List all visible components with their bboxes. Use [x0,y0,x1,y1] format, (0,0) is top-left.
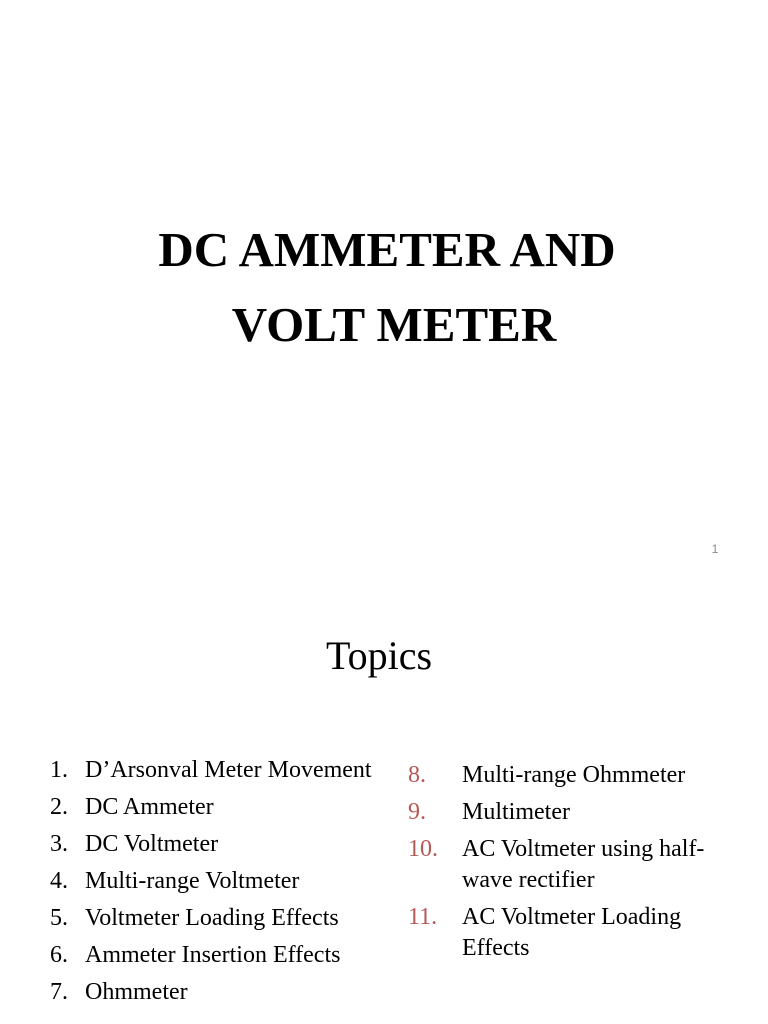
topic-text: DC Voltmeter [85,831,219,857]
topic-item [50,903,380,934]
slide-title-line-1: DC AMMETER AND [158,222,616,277]
topic-item [50,792,380,823]
topic-number: 5. [50,905,68,931]
slide-page-number: 1 [711,542,719,556]
topic-text: Ohmmeter [85,979,188,1005]
topic-number: 7. [50,979,68,1005]
topic-item [408,902,738,964]
topic-text: Multimeter [462,799,570,825]
topic-item [408,760,738,791]
topic-number: 2. [50,794,68,820]
topic-item [408,797,738,828]
topic-text: Multi-range Ohmmeter [462,762,686,788]
topic-text: DC Ammeter [85,794,214,820]
topic-text: Voltmeter Loading Effects [85,905,339,931]
topic-text: D’Arsonval Meter Movement [85,757,372,783]
topic-item [50,940,380,971]
topics-heading: Topics [325,633,433,678]
slide-title-line-2: VOLT METER [231,297,557,352]
topic-number: 8. [408,762,426,788]
topic-number: 1. [50,757,68,783]
topic-number: 10. [408,836,438,862]
topic-number: 3. [50,831,68,857]
topic-text: AC Voltmeter Loading Effects [462,904,682,961]
topic-text: Ammeter Insertion Effects [85,942,341,968]
topic-number: 4. [50,868,68,894]
topic-number: 9. [408,799,426,825]
topic-text: Multi-range Voltmeter [85,868,300,894]
topic-text: AC Voltmeter using half-wave rectifier [462,836,705,893]
topic-number: 11. [408,904,438,930]
topic-item [408,834,738,896]
topics-list-left [50,755,380,1014]
topics-list-right [408,760,738,970]
topic-item [50,755,380,786]
topic-item [50,866,380,897]
topics-slide [0,575,768,1024]
topic-number: 6. [50,942,68,968]
topic-item [50,977,380,1008]
topic-item [50,829,380,860]
